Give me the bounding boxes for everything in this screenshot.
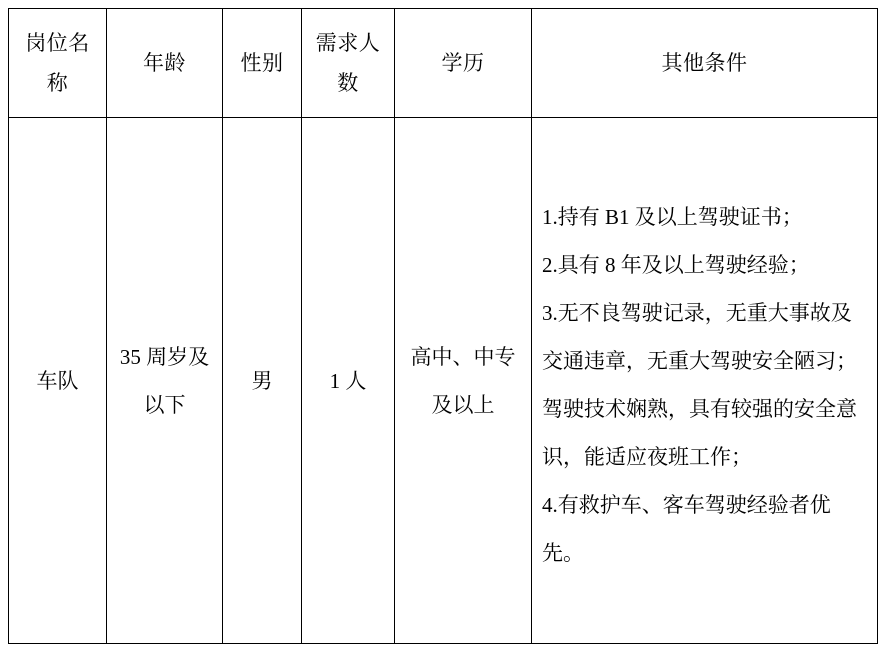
condition-item: 1.持有 B1 及以上驾驶证书； bbox=[542, 204, 803, 229]
cell-other-conditions bbox=[532, 118, 878, 644]
condition-item: 4.有救护车、客车驾驶经验者优先。 bbox=[542, 492, 831, 565]
table-header-row bbox=[9, 9, 878, 118]
header-cell-headcount: 需求人数 bbox=[302, 9, 395, 118]
job-requirements-table bbox=[8, 8, 878, 644]
cell-position: 车队 bbox=[9, 118, 107, 644]
condition-item: 2.具有 8 年及以上驾驶经验； bbox=[542, 252, 810, 277]
header-cell-education: 学历 bbox=[395, 9, 532, 118]
cell-gender: 男 bbox=[223, 118, 302, 644]
table-row bbox=[9, 118, 878, 644]
header-cell-other-conditions: 其他条件 bbox=[532, 9, 878, 118]
document-page bbox=[0, 8, 887, 671]
header-cell-position: 岗位名称 bbox=[9, 9, 107, 118]
condition-item: 3.无不良驾驶记录，无重大事故及交通违章，无重大驾驶安全陋习；驾驶技术娴熟，具有较强的安全意识，能适应夜班工作； bbox=[542, 300, 857, 469]
cell-education: 高中、中专及以上 bbox=[395, 118, 532, 644]
cell-headcount: 1 人 bbox=[302, 118, 395, 644]
header-cell-gender: 性别 bbox=[223, 9, 302, 118]
header-cell-age: 年龄 bbox=[107, 9, 223, 118]
cell-age: 35 周岁及以下 bbox=[107, 118, 223, 644]
